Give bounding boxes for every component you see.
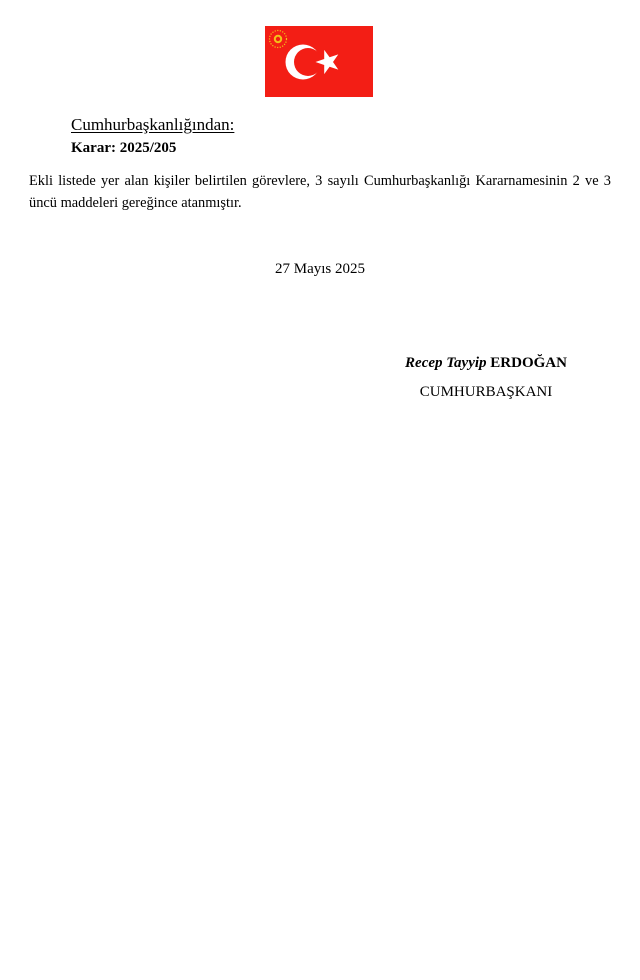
decision-number: Karar: 2025/205 xyxy=(71,140,177,156)
signatory-title: CUMHURBAŞKANI xyxy=(419,384,553,400)
signatory-surname: ERDOĞAN xyxy=(490,355,567,371)
flag-graphic xyxy=(265,26,373,97)
decision-body: Ekli listede yer alan kişiler belirtilen görevlere, 3 sayılı Cumhurbaşkanlığı Kararnamesinin 2 ve 3 üncü maddeleri gereğince atanmıştır. xyxy=(29,173,611,211)
signatory-name xyxy=(386,355,586,372)
decision-date: 27 Mayıs 2025 xyxy=(275,261,365,277)
turkish-flag-icon xyxy=(265,26,373,97)
signatory-given-names: Recep Tayyip xyxy=(405,355,487,371)
issuer-heading: Cumhurbaşkanlığından: xyxy=(71,115,235,134)
